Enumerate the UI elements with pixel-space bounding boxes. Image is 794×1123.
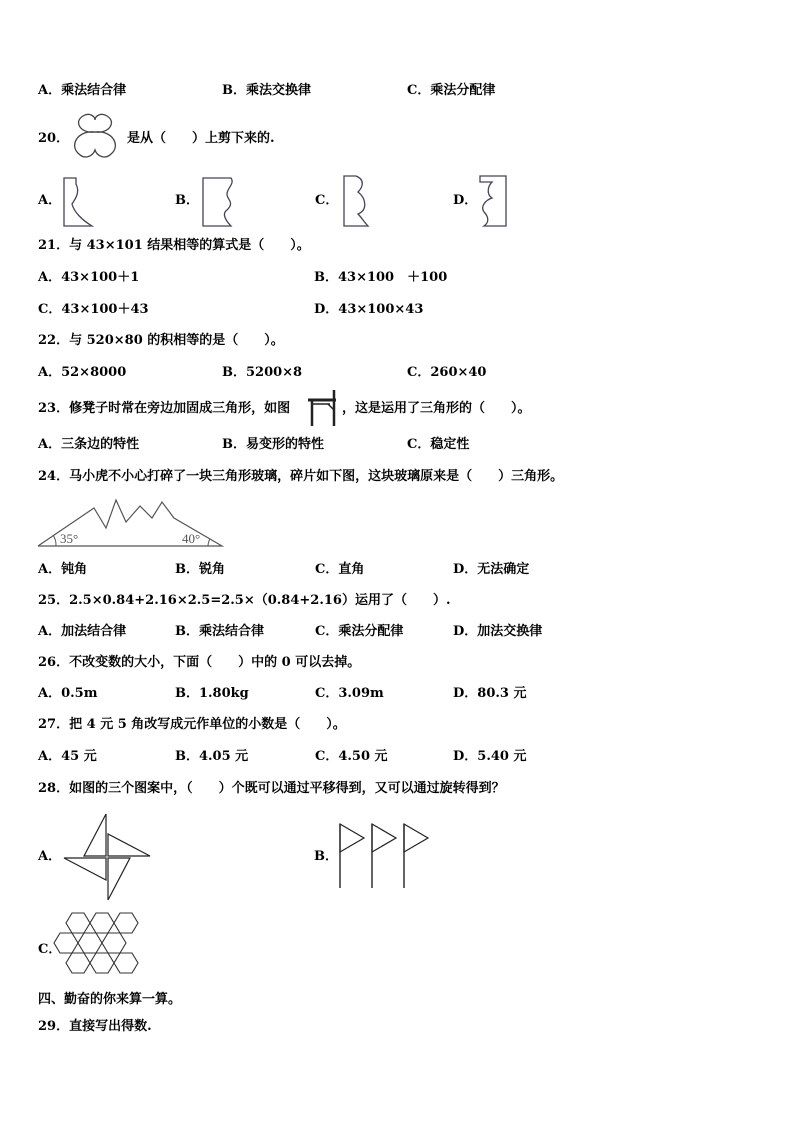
q19-option-a[interactable]: A．乘法结合律 [38,83,127,98]
q23-option-c[interactable]: C．稳定性 [407,437,470,452]
broken-glass-triangle-figure [36,498,228,552]
q29-stem: 29．直接写出得数. [38,1019,152,1034]
q23-stem-part1: 23．修凳子时常在旁边加固成三角形，如图 [38,401,291,416]
q26-option-b[interactable]: B．1.80kg [175,686,249,701]
q21-stem: 21．与 43×101 结果相等的算式是（ ）。 [38,238,310,253]
three-flags-figure[interactable] [338,822,434,890]
q28-option-c-label[interactable]: C． [38,942,62,957]
q20-option-b-label[interactable]: B． [175,193,199,208]
angle-40-label: 40° [182,531,201,546]
q24-stem: 24．马小虎不小心打碎了一块三角形玻璃，碎片如下图，这块玻璃原来是（ ）三角形。 [38,469,564,484]
angle-35-label: 35° [60,531,79,546]
q27-stem: 27．把 4 元 5 角改写成元作单位的小数是（ ）。 [38,717,346,732]
q27-option-c[interactable]: C．4.50 元 [315,749,388,764]
q24-option-c[interactable]: C．直角 [315,562,365,577]
q28-option-b-label[interactable]: B． [314,849,338,864]
q24-option-d[interactable]: D．无法确定 [453,562,530,577]
q21-option-c[interactable]: C．43×100＋43 [38,302,149,317]
q23-option-a[interactable]: A．三条边的特性 [38,437,140,452]
q24-option-b[interactable]: B．锐角 [175,562,225,577]
q21-option-d[interactable]: D．43×100×43 [314,302,424,317]
hexagon-pattern-figure[interactable] [62,910,140,986]
pinwheel-pattern-figure[interactable] [62,812,154,902]
q20-option-c-figure[interactable] [342,174,372,228]
clover-shape-figure [67,110,123,164]
q22-option-a[interactable]: A．52×8000 [38,365,127,380]
q28-option-a-label[interactable]: A． [38,849,62,864]
q25-option-d[interactable]: D．加法交换律 [453,624,543,639]
q20-option-a-label[interactable]: A． [38,193,62,208]
q25-stem: 25．2.5×0.84+2.16×2.5=2.5×（0.84+2.16）运用了（ ）. [38,593,451,608]
q22-stem: 22．与 520×80 的积相等的是（ ）。 [38,333,284,348]
q28-stem: 28．如图的三个图案中，（ ）个既可以通过平移得到，又可以通过旋转得到？ [38,781,505,796]
q20-stem: 是从（ ）上剪下来的. [127,131,275,146]
q20-option-c-label[interactable]: C． [315,193,339,208]
q24-option-a[interactable]: A．钝角 [38,562,88,577]
q22-option-c[interactable]: C．260×40 [407,365,487,380]
section-4-title: 四、勤奋的你来算一算。 [38,992,182,1007]
q19-option-c[interactable]: C．乘法分配律 [407,83,496,98]
q21-option-b[interactable]: B．43×100 ＋100 [314,270,448,285]
q23-stem-part2: ，这是运用了三角形的（ ）。 [342,401,531,416]
q26-option-d[interactable]: D．80.3 元 [453,686,527,701]
q26-option-a[interactable]: A．0.5m [38,686,98,701]
q27-option-b[interactable]: B．4.05 元 [175,749,249,764]
q26-option-c[interactable]: C．3.09m [315,686,384,701]
q25-option-c[interactable]: C．乘法分配律 [315,624,404,639]
q23-option-b[interactable]: B．易变形的特性 [222,437,324,452]
q20-number: 20． [38,131,70,146]
q19-option-b[interactable]: B．乘法交换律 [222,83,311,98]
q27-option-d[interactable]: D．5.40 元 [453,749,527,764]
stool-with-brace-figure [306,388,340,428]
q26-stem: 26．不改变数的大小，下面（ ）中的 0 可以去掉。 [38,655,361,670]
q22-option-b[interactable]: B．5200×8 [222,365,303,380]
q20-option-a-figure[interactable] [62,176,96,228]
q27-option-a[interactable]: A．45 元 [38,749,97,764]
q21-option-a[interactable]: A．43×100＋1 [38,270,140,285]
q25-option-a[interactable]: A．加法结合律 [38,624,127,639]
q20-option-d-figure[interactable] [478,174,508,228]
q25-option-b[interactable]: B．乘法结合律 [175,624,264,639]
q20-option-d-label[interactable]: D． [453,193,478,208]
q20-option-b-figure[interactable] [201,176,237,228]
